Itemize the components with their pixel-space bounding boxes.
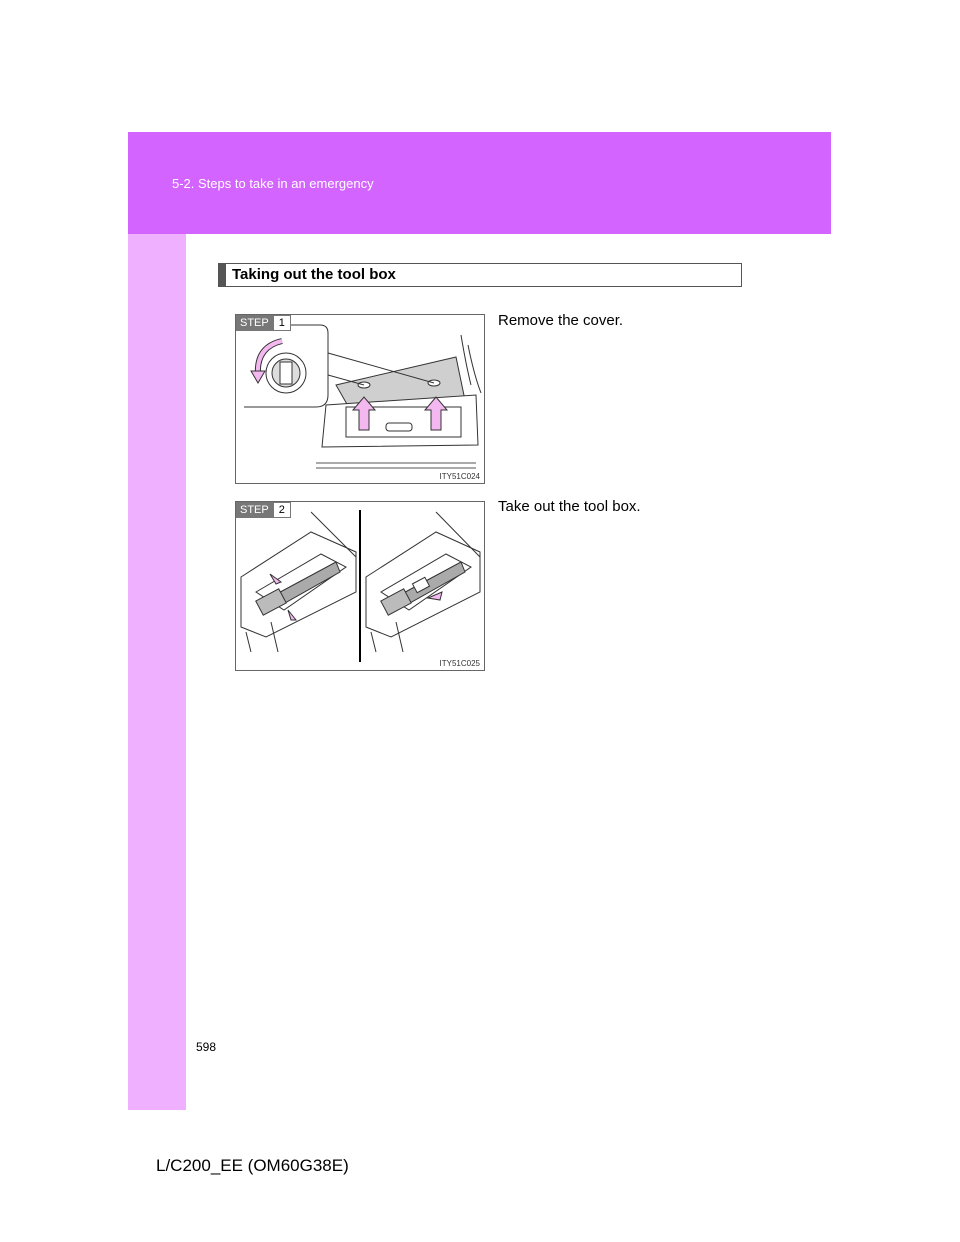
figure-step-2: [235, 501, 485, 671]
step-text: Take out the tool box.: [498, 498, 641, 515]
subheading-box: [218, 263, 742, 287]
document-code: L/C200_EE (OM60G38E): [156, 1156, 349, 1175]
step-label: STEP: [236, 502, 273, 518]
step-text: Remove the cover.: [498, 312, 624, 329]
step-badge: [236, 502, 291, 518]
figure-step-1: [235, 314, 485, 484]
section-title: 5-2. Steps to take in an emergency: [172, 176, 374, 191]
subheading-text: Taking out the tool box: [232, 266, 396, 283]
figure-code: ITY51C025: [439, 659, 480, 668]
subheading-bar: [219, 264, 226, 286]
tool-box-illustration: [236, 502, 484, 670]
page-number: 598: [196, 1040, 217, 1054]
figure-code: ITY51C024: [439, 472, 480, 481]
step-number: 2: [273, 502, 291, 518]
step-badge: [236, 315, 291, 331]
side-band: [128, 234, 186, 1110]
step-number: 1: [273, 315, 291, 331]
step-label: STEP: [236, 315, 273, 331]
cover-removal-illustration: [236, 315, 484, 483]
